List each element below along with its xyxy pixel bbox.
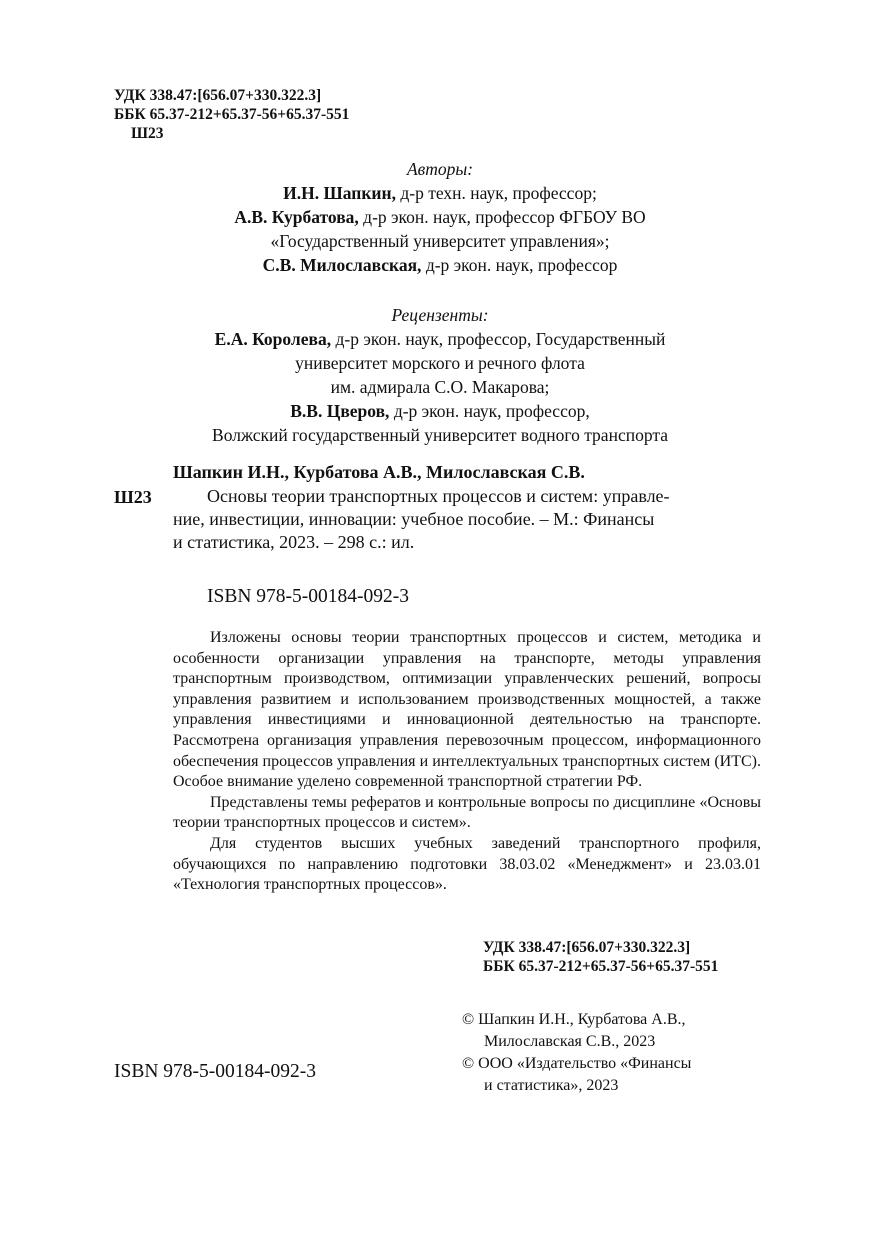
bibliography-isbn: ISBN 978-5-00184-092-3	[207, 586, 410, 607]
authors-heading: Авторы:	[406, 159, 474, 179]
bibliography-line: и статистика, 2023. – 298 с.: ил.	[173, 532, 415, 552]
author-details: д-р экон. наук, профессор ФГБОУ ВО	[358, 207, 646, 227]
footer-bbk-code: ББК 65.37-212+65.37-56+65.37-551	[483, 958, 719, 975]
author-details: д-р экон. наук, профессор	[421, 255, 618, 275]
reviewer-line	[130, 423, 750, 447]
cipher-code: Ш23	[131, 125, 164, 142]
copyright-line: © Шапкин И.Н., Курбатова А.В.,	[462, 1011, 686, 1028]
bibliography-authors: Шапкин И.Н., Курбатова А.В., Милославская С.В.	[173, 462, 585, 482]
copyright-line: и статистика», 2023	[484, 1077, 619, 1094]
copyright-line: © ООО «Издательство «Финансы	[462, 1055, 692, 1072]
footer-codes	[483, 938, 718, 976]
udk-code: УДК 338.47:[656.07+330.322.3]	[114, 87, 322, 104]
bibliography-line: Основы теории транспортных процессов и систем: управле-	[207, 486, 670, 506]
reviewer-name: В.В. Цверов,	[290, 401, 390, 421]
abstract-paragraph: Для студентов высших учебных заведений транспортного профиля, обучающихся по направлению подготовки 38.03.02 «Менеджмент» и 23.03.01 «Технология транспортных процессов».	[173, 834, 761, 894]
author-details: д-р техн. наук, профессор;	[395, 183, 597, 203]
reviewer-details: д-р экон. наук, профессор, Государственный	[331, 329, 666, 349]
reviewer-details: д-р экон. наук, профессор,	[389, 401, 590, 421]
reviewer-details: университет морского и речного флота	[295, 353, 585, 373]
author-line	[150, 205, 730, 229]
bibliography-line: ние, инвестиции, инновации: учебное пособие. – М.: Финансы	[173, 509, 655, 529]
footer-udk-code: УДК 338.47:[656.07+330.322.3]	[483, 939, 691, 956]
abstract-paragraph: Изложены основы теории транспортных процессов и систем, методика и особенности организации управления на транспорте, методы управления транспортным производством, оптимизации управленческих решений, вопросы управления развитием и использованием производственных мощностей, а также управления инвестициями и инновационной деятельностью на транспорте. Рассмотрена организация управления перевозочным процессом, информационного обеспечения процессов управления и интеллектуальных транспортных систем (ИТС). Особое внимание уделено современной транспортной стратегии РФ.	[173, 629, 761, 791]
bibliography-description	[173, 485, 762, 554]
author-name: А.В. Курбатова,	[234, 207, 359, 227]
reviewer-details: Волжский государственный университет водного транспорта	[212, 425, 668, 445]
copyright-block	[462, 1009, 691, 1097]
header-codes	[114, 86, 349, 143]
reviewers-block	[130, 303, 750, 447]
reviewer-line	[130, 375, 750, 399]
reviewer-details: им. адмирала С.О. Макарова;	[330, 377, 550, 397]
bbk-code: ББК 65.37-212+65.37-56+65.37-551	[114, 106, 350, 123]
author-details: «Государственный университет управления»;	[270, 231, 610, 251]
abstract	[173, 628, 761, 896]
author-line	[150, 253, 730, 277]
copyright-line: Милославская С.В., 2023	[484, 1033, 656, 1050]
footer-isbn: ISBN 978-5-00184-092-3	[114, 1061, 317, 1082]
author-name: С.В. Милославская,	[262, 255, 422, 275]
reviewer-line	[130, 327, 750, 351]
author-line	[150, 181, 730, 205]
abstract-paragraph: Представлены темы рефератов и контрольные вопросы по дисциплине «Основы теории транспортных процессов и систем».	[173, 793, 761, 832]
reviewer-line	[130, 351, 750, 375]
authors-block	[150, 157, 730, 277]
reviewer-name: Е.А. Королева,	[214, 329, 332, 349]
reviewers-heading: Рецензенты:	[391, 305, 489, 325]
reviewer-line	[130, 399, 750, 423]
author-line	[150, 229, 730, 253]
author-name: И.Н. Шапкин,	[283, 183, 396, 203]
bibliography-cipher: Ш23	[114, 487, 152, 507]
